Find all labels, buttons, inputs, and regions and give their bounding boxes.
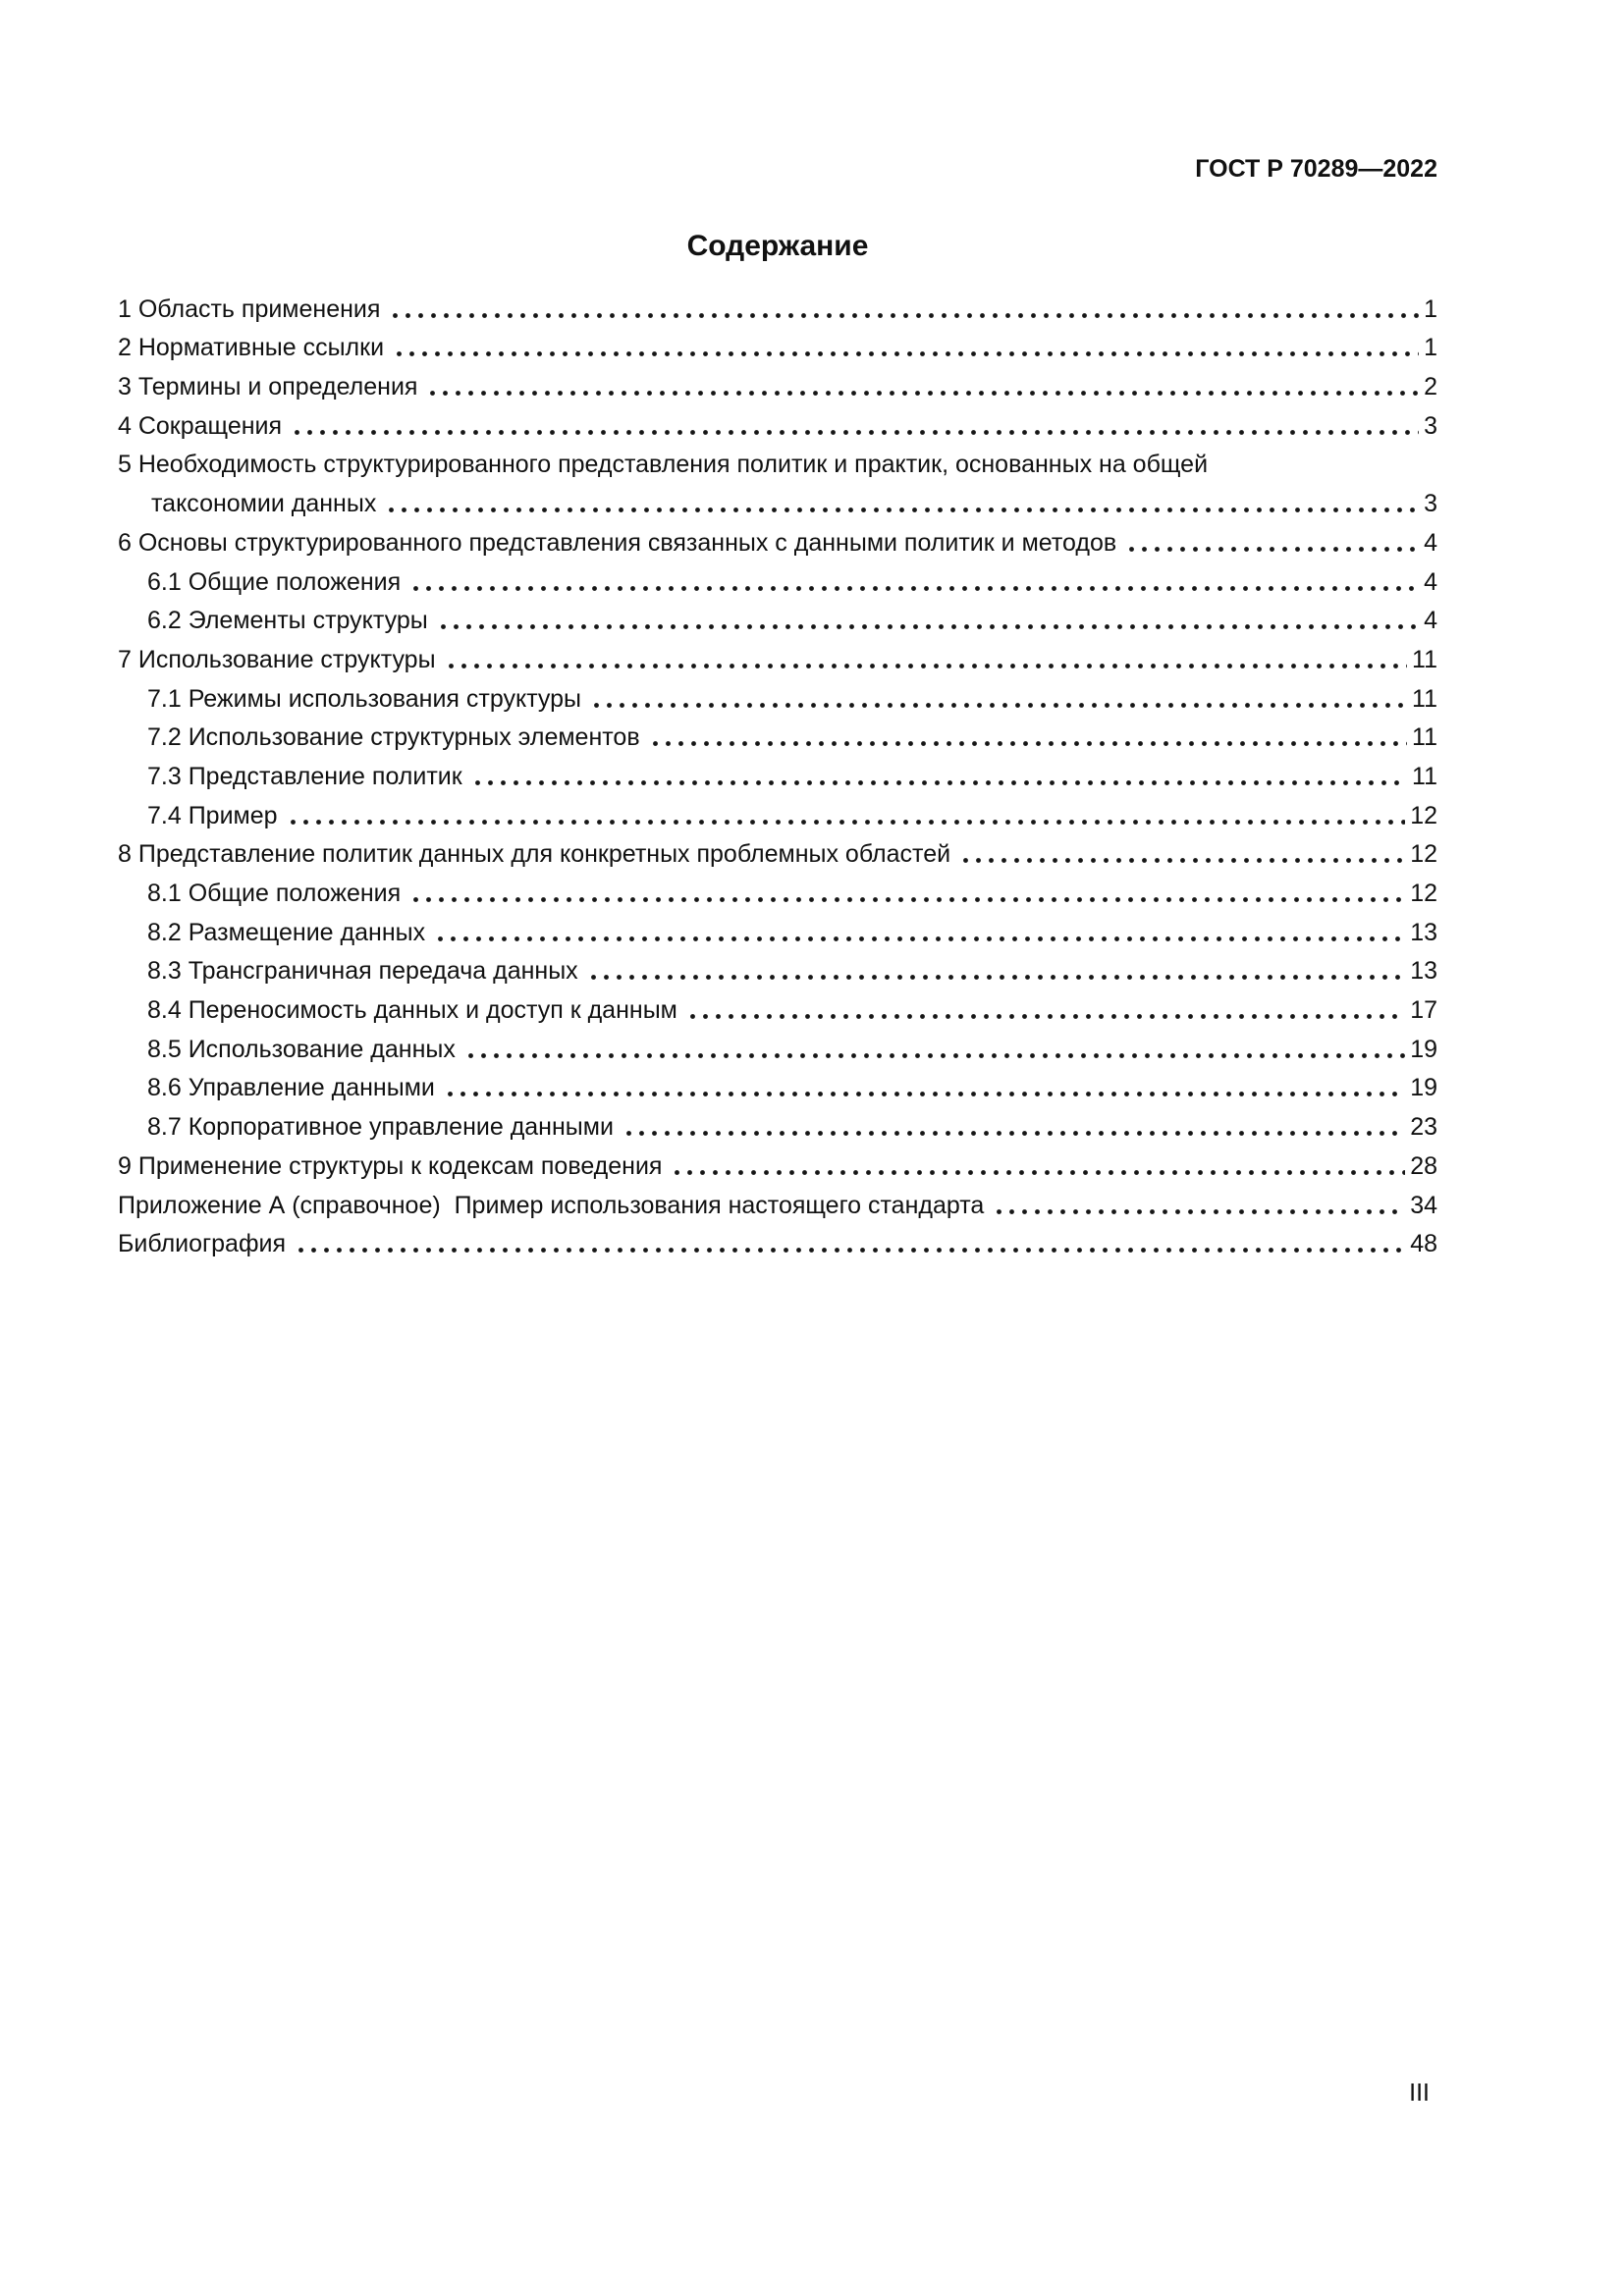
dot-leader (389, 338, 1419, 362)
dot-leader (989, 1196, 1405, 1220)
toc-entry (118, 597, 1437, 636)
toc-entry (118, 986, 1437, 1025)
dot-leader (283, 806, 1406, 830)
toc-entry-label: 3 Термины и определения (118, 373, 418, 401)
page-number: III (1409, 2079, 1430, 2107)
toc-entry-label: 7.3 Представление политик (147, 762, 462, 790)
toc-entry-label: 5 Необходимость структурированного представления политик и практик, основанных на общей (118, 451, 1209, 479)
toc-entry (118, 714, 1437, 753)
document-number: ГОСТ Р 70289—2022 (1195, 155, 1437, 183)
dot-leader (1121, 533, 1419, 558)
toc-entry-label: 8.5 Использование данных (147, 1035, 456, 1063)
toc-entry-page: 3 (1424, 411, 1437, 440)
toc-entry (118, 830, 1437, 870)
toc-entry-page: 4 (1424, 528, 1437, 557)
dot-leader (645, 727, 1407, 752)
toc-entry-page: 19 (1410, 1074, 1437, 1102)
toc-entry (118, 908, 1437, 947)
dot-leader (430, 923, 1405, 947)
toc-entry (118, 869, 1437, 908)
toc-entry-page: 17 (1410, 996, 1437, 1025)
toc-entry-label: 9 Применение структуры к кодексам поведения (118, 1151, 663, 1180)
toc-entry (118, 1142, 1437, 1181)
toc-entry (118, 947, 1437, 987)
dot-leader (291, 1234, 1405, 1258)
toc-entry (118, 1025, 1437, 1064)
toc-entry-page: 19 (1410, 1035, 1437, 1063)
dot-leader (955, 844, 1405, 869)
toc-entry-label: 4 Сокращения (118, 411, 283, 440)
toc-entry-page: 11 (1412, 762, 1437, 790)
toc-entry (118, 752, 1437, 791)
toc-entry-label: 6.2 Элементы структуры (147, 607, 428, 635)
toc-entry-label: 2 Нормативные ссылки (118, 334, 385, 362)
toc-entry-label: 1 Область применения (118, 294, 381, 323)
toc-entry-page: 23 (1410, 1113, 1437, 1142)
dot-leader (385, 299, 1419, 324)
dot-leader (422, 377, 1419, 401)
toc-entry-label: 8.3 Трансграничная передача данных (147, 957, 578, 986)
toc-entry-page: 12 (1410, 840, 1437, 869)
dot-leader (287, 416, 1419, 441)
dot-leader (467, 767, 1407, 791)
toc-entry (118, 362, 1437, 401)
toc-entry-page: 48 (1410, 1230, 1437, 1258)
dot-leader (460, 1040, 1405, 1064)
toc-entry-page: 1 (1424, 334, 1437, 362)
dot-leader (1213, 454, 1419, 479)
dot-leader (440, 1078, 1405, 1102)
dot-leader (406, 883, 1405, 908)
toc-entry-page: 12 (1410, 801, 1437, 829)
toc-entry-label: 6 Основы структурированного представления связанных с данными политик и методов (118, 528, 1117, 557)
toc-entry (118, 518, 1437, 558)
toc-entry-page: 3 (1424, 490, 1437, 518)
toc-entry-label: таксономии данных (151, 490, 377, 518)
dot-leader (433, 611, 1419, 635)
toc-entry-label: 7 Использование структуры (118, 645, 436, 673)
dot-leader (586, 689, 1407, 714)
toc-entry (118, 285, 1437, 324)
toc-entry-label: 8.7 Корпоративное управление данными (147, 1113, 614, 1142)
toc-entry-label: 8.6 Управление данными (147, 1074, 435, 1102)
toc-entry (118, 401, 1437, 441)
toc-entry (118, 635, 1437, 674)
toc-entry-label: 8.1 Общие положения (147, 880, 402, 907)
toc-entry-label: 6.1 Общие положения (147, 567, 402, 596)
dot-leader (682, 1000, 1405, 1025)
toc-entry-page: 13 (1410, 918, 1437, 946)
toc-entry (118, 1102, 1437, 1142)
page-title: Содержание (686, 230, 869, 262)
toc-entry (118, 1181, 1437, 1220)
toc-entry (118, 674, 1437, 714)
toc-entry (118, 791, 1437, 830)
toc-entry-label: 7.1 Режимы использования структуры (147, 684, 582, 713)
toc-entry-page: 11 (1412, 684, 1437, 713)
toc-entry-label: 8.4 Переносимость данных и доступ к данным (147, 996, 677, 1025)
toc-entry-page: 2 (1424, 373, 1437, 401)
toc-entry-label: 7.2 Использование структурных элементов (147, 723, 640, 752)
toc-entry (118, 441, 1437, 480)
dot-leader (619, 1117, 1405, 1142)
toc-entry (118, 479, 1437, 518)
dot-leader (583, 961, 1406, 986)
toc-entry-label: Библиография (118, 1230, 287, 1258)
dot-leader (667, 1156, 1405, 1181)
toc-entry (118, 1064, 1437, 1103)
dot-leader (406, 572, 1419, 597)
toc-entry-page: 4 (1424, 607, 1437, 635)
toc-entry (118, 558, 1437, 597)
toc-entry-label: 8 Представление политик данных для конкретных проблемных областей (118, 840, 951, 869)
toc-entry-label: 8.2 Размещение данных (147, 918, 426, 946)
dot-leader (441, 650, 1407, 674)
toc-entry-page: 4 (1424, 567, 1437, 596)
dot-leader (381, 494, 1419, 518)
toc-entry-page: 11 (1412, 723, 1437, 752)
toc-entry-page: 13 (1410, 957, 1437, 986)
toc-entry (118, 324, 1437, 363)
toc-entry-page: 34 (1410, 1191, 1437, 1219)
toc-entry (118, 1220, 1437, 1259)
toc-entry-label: 7.4 Пример (147, 801, 278, 829)
toc-entry-label: Приложение А (справочное) Пример использования настоящего стандарта (118, 1191, 985, 1219)
toc-entry-page: 11 (1412, 645, 1437, 673)
table-of-contents (118, 285, 1437, 1258)
toc-entry-page: 28 (1410, 1151, 1437, 1180)
toc-entry-page: 12 (1410, 880, 1437, 907)
toc-entry-page: 1 (1424, 294, 1437, 323)
